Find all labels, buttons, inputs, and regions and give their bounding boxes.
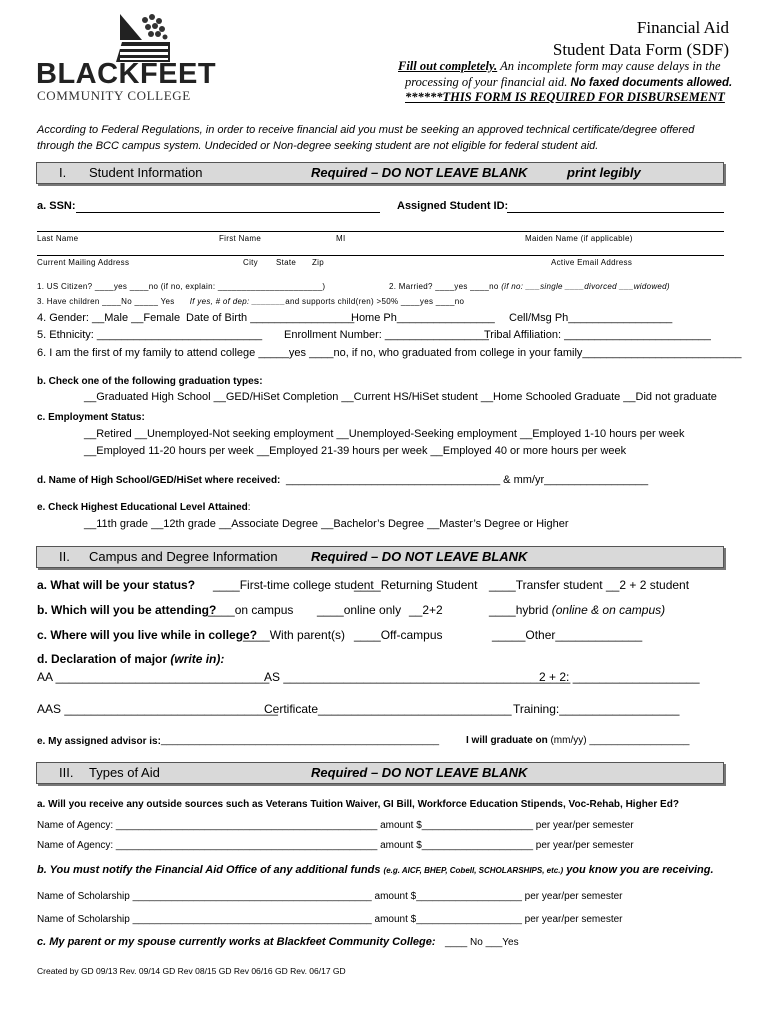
status-question: a. What will be your status?: [37, 578, 196, 592]
section-1-title: Student Information: [89, 165, 203, 180]
bcc-employment-question: c. My parent or my spouse currently works at Blackfeet Community College:: [37, 936, 436, 948]
blackfeet-lodge-logo-icon: [112, 12, 174, 64]
first-name-label: First Name: [219, 234, 262, 243]
gender-question[interactable]: 4. Gender: __Male __Female: [37, 312, 181, 324]
header-required-notice: ******THIS FORM IS REQUIRED FOR DISBURSEMENT: [405, 90, 725, 104]
attend-on-campus[interactable]: ____on campus: [208, 603, 294, 617]
major-aas-field[interactable]: AAS ________________________________: [37, 702, 278, 716]
tribal-affiliation-field[interactable]: Tribal Affiliation: ________________________: [484, 329, 711, 341]
ssn-field[interactable]: [76, 212, 380, 213]
status-transfer[interactable]: ____Transfer student: [489, 578, 603, 592]
student-id-field[interactable]: [507, 212, 724, 213]
first-generation-question[interactable]: 6. I am the first of my family to attend college _____yes ____no, if no, who graduated from college in your family__________________________: [37, 347, 742, 359]
section-3-title: Types of Aid: [89, 765, 160, 780]
married-question[interactable]: 2. Married? ____yes ____no (if no: ___single ____divorced ___widowed): [389, 282, 670, 291]
state-label: State: [276, 258, 297, 267]
section-2-number: II.: [59, 549, 70, 564]
email-label: Active Email Address: [551, 258, 633, 267]
section-1-required: Required – DO NOT LEAVE BLANK: [311, 165, 528, 180]
logo-subtitle: COMMUNITY COLLEGE: [37, 88, 191, 103]
header-notice-1: Fill out completely. An incomplete form may cause delays in the: [398, 59, 721, 73]
header-notice-2: processing of your financial aid. No faxed documents allowed.: [405, 75, 733, 89]
last-name-label: Last Name: [37, 234, 79, 243]
address-label: Current Mailing Address: [37, 258, 130, 267]
graduation-type-heading: b. Check one of the following graduation types:: [37, 376, 263, 387]
form-subtitle: Student Data Form (SDF): [552, 40, 729, 59]
section-1-header: [36, 162, 724, 184]
graduation-type-options[interactable]: __Graduated High School __GED/HiSet Completion __Current HS/HiSet student __Home Schooled Graduate __Did not graduate: [84, 391, 717, 403]
additional-funds-notice: b. You must notify the Financial Aid Office of any additional funds (e.g. AICF, BHEP, Cobell, SCHOLARSHIPS, etc.) you know you are receiving.: [37, 864, 714, 876]
enrollment-number-field[interactable]: Enrollment Number: _________________: [284, 329, 489, 341]
major-training-field[interactable]: Training:__________________: [513, 702, 680, 716]
city-label: City: [243, 258, 258, 267]
section-3-header: [36, 762, 724, 784]
major-heading: d. Declaration of major (write in):: [37, 652, 225, 666]
intro-line-1: According to Federal Regulations, in order to receive financial aid you must be seeking an approved technical certificate/degree offered: [37, 124, 695, 136]
living-question: c. Where will you live while in college?: [37, 628, 258, 642]
education-level-heading: e. Check Highest Educational Level Attained:: [37, 502, 251, 513]
live-with-parents[interactable]: ____With parent(s): [243, 628, 346, 642]
revision-footer: Created by GD 09/13 Rev. 09/14 GD Rev 08/15 GD Rev 06/16 GD Rev. 06/17 GD: [37, 966, 346, 976]
high-school-field[interactable]: ___________________________________ & mm/yr_________________: [286, 474, 649, 486]
major-2plus2-field[interactable]: 2 + 2: ___________________: [539, 670, 700, 684]
attend-2plus2[interactable]: __2+2: [409, 603, 443, 617]
attend-online[interactable]: ____online only: [317, 603, 402, 617]
status-2plus2[interactable]: __2 + 2 student: [606, 578, 690, 592]
address-field[interactable]: [37, 255, 724, 256]
advisor-field[interactable]: __________________________________________________: [161, 735, 440, 746]
employment-options-2[interactable]: __Employed 11-20 hours per week __Employed 21-39 hours per week __Employed 40 or more hours per week: [84, 445, 627, 457]
ethnicity-field[interactable]: 5. Ethnicity: ___________________________: [37, 329, 263, 341]
children-question[interactable]: 3. Have children ____No _____ Yes If yes, # of dep: _______and supports child(ren) >50% ____yes ____no: [37, 297, 465, 306]
maiden-name-label: Maiden Name (if applicable): [525, 234, 633, 243]
live-other[interactable]: _____Other_____________: [492, 628, 643, 642]
graduation-date-field[interactable]: I will graduate on (mm/yy) __________________: [466, 735, 690, 746]
status-first-time[interactable]: ____First-time college student: [213, 578, 374, 592]
mi-label: MI: [336, 234, 346, 243]
ssn-label: a. SSN:: [37, 200, 76, 212]
logo-name: BLACKFEET: [36, 58, 217, 90]
bcc-employment-options[interactable]: ____ No ___Yes: [445, 937, 519, 948]
us-citizen-question[interactable]: 1. US Citizen? ____yes ____no (if no, explain: ______________________): [37, 282, 326, 291]
section-1-print-legibly: print legibly: [567, 165, 641, 180]
agency-field-2[interactable]: Name of Agency: _______________________________________________ amount $____________________ per year/per semester: [37, 840, 634, 851]
major-as-field[interactable]: AS ___________________________________________: [264, 670, 571, 684]
name-field[interactable]: [37, 231, 724, 232]
major-certificate-field[interactable]: Certificate_____________________________: [264, 702, 512, 716]
section-2-header: [36, 546, 724, 568]
agency-field-1[interactable]: Name of Agency: _______________________________________________ amount $____________________ per year/per semester: [37, 820, 634, 831]
education-level-options[interactable]: __11th grade __12th grade __Associate Degree __Bachelor’s Degree __Master’s Degree or Higher: [84, 518, 569, 530]
section-2-title: Campus and Degree Information: [89, 549, 278, 564]
advisor-label: e. My assigned advisor is:: [37, 736, 161, 747]
scholarship-field-2[interactable]: Name of Scholarship ___________________________________________ amount $___________________ per year/per semester: [37, 914, 623, 925]
outside-sources-question: a. Will you receive any outside sources such as Veterans Tuition Waiver, GI Bill, Workforce Education Stipends, Voc-Rehab, Higher Ed?: [37, 799, 679, 810]
live-off-campus[interactable]: ____Off-campus: [354, 628, 443, 642]
intro-line-2: through the BCC campus system. Undecided or Non-degree seeking student are not eligible for federal student aid.: [37, 140, 599, 152]
attend-hybrid[interactable]: ____hybrid (online & on campus): [489, 603, 666, 617]
employment-options-1[interactable]: __Retired __Unemployed-Not seeking employment __Unemployed-Seeking employment __Employed 1-10 hours per week: [84, 428, 685, 440]
dob-field[interactable]: Date of Birth _________________: [186, 312, 355, 324]
major-aa-field[interactable]: AA ________________________________: [37, 670, 270, 684]
section-3-required: Required – DO NOT LEAVE BLANK: [311, 765, 528, 780]
high-school-heading: d. Name of High School/GED/HiSet where received:: [37, 475, 281, 486]
employment-status-heading: c. Employment Status:: [37, 412, 145, 423]
scholarship-field-1[interactable]: Name of Scholarship ___________________________________________ amount $___________________ per year/per semester: [37, 891, 623, 902]
cell-phone-field[interactable]: Cell/Msg Ph_________________: [509, 312, 673, 324]
zip-label: Zip: [312, 258, 325, 267]
section-3-number: III.: [59, 765, 74, 780]
status-returning[interactable]: ____Returning Student: [354, 578, 478, 592]
home-phone-field[interactable]: Home Ph________________: [351, 312, 495, 324]
attending-question: b. Which will you be attending?: [37, 603, 217, 617]
section-1-number: I.: [59, 165, 67, 180]
student-id-label: Assigned Student ID:: [397, 200, 509, 212]
section-2-required: Required – DO NOT LEAVE BLANK: [311, 549, 528, 564]
form-title: Financial Aid: [636, 18, 729, 37]
